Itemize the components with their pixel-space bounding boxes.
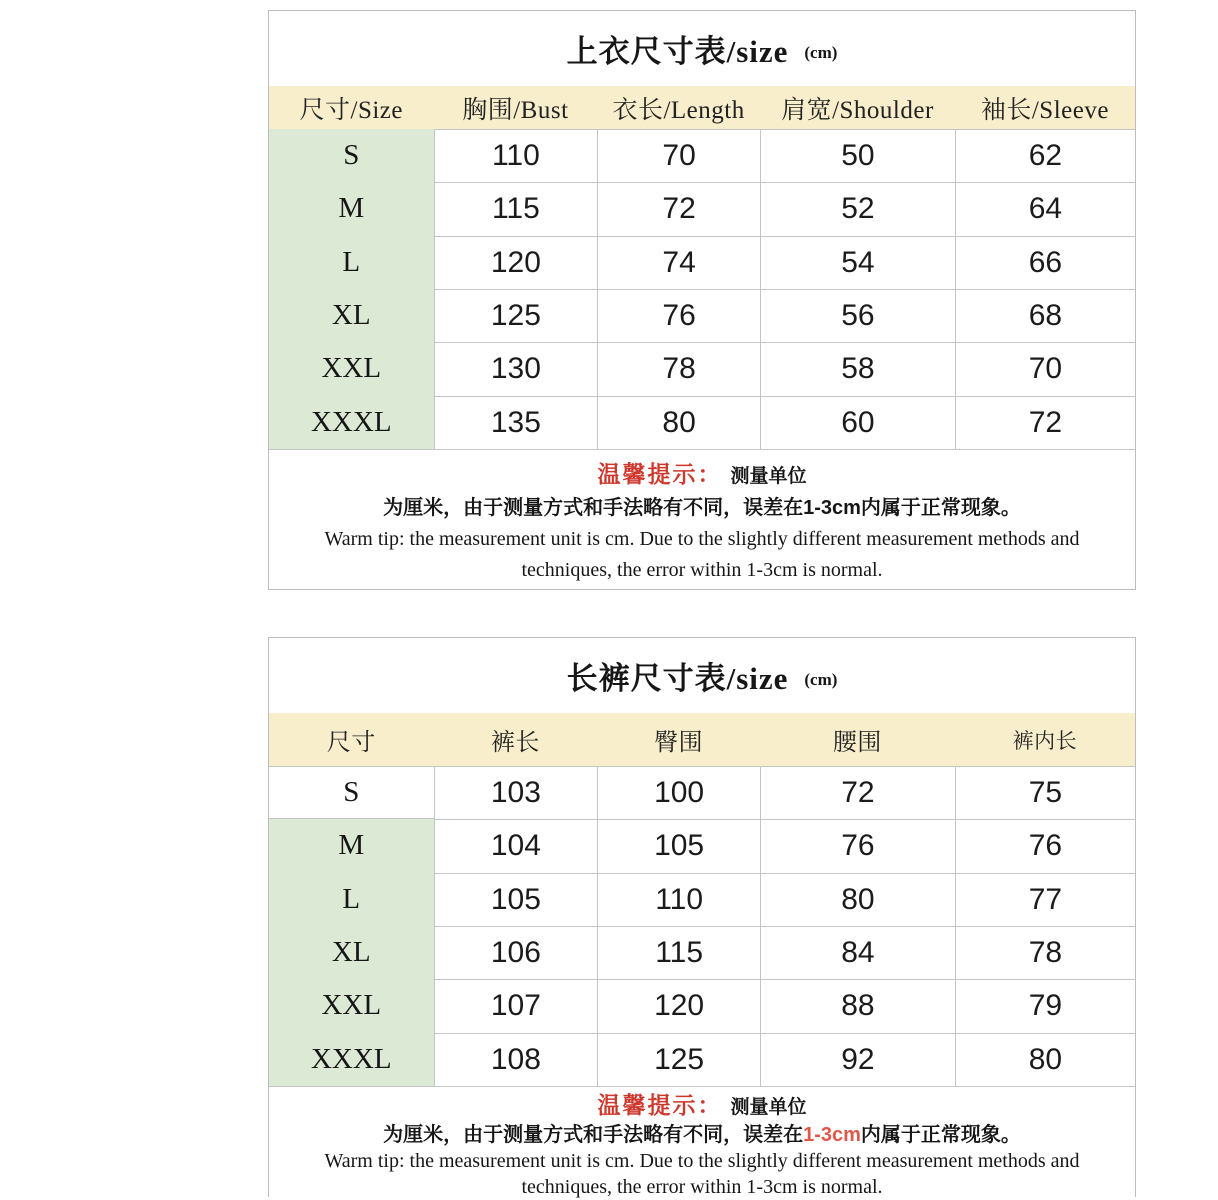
value-cell: 56 xyxy=(760,289,955,342)
value-cell: 88 xyxy=(760,979,955,1032)
value-cell: 80 xyxy=(955,1033,1135,1086)
size-cell: XXXL xyxy=(269,1033,434,1086)
warm-tip-zh-post: 内属于正常现象。 xyxy=(860,1123,1021,1146)
value-cell: 100 xyxy=(597,766,760,819)
size-cell: S xyxy=(269,129,434,182)
size-cell: M xyxy=(269,182,434,235)
value-cell: 107 xyxy=(434,979,598,1032)
value-cell: 70 xyxy=(597,129,760,182)
header-cell: 衣长/Length xyxy=(612,96,745,124)
value-cell: 64 xyxy=(955,182,1135,235)
value-cell: 103 xyxy=(434,766,598,819)
warm-tip-heading: 测量单位 xyxy=(730,1096,807,1118)
warm-tip-heading: 测量单位 xyxy=(730,465,807,487)
unit-label: (cm) xyxy=(804,43,838,62)
value-cell: 105 xyxy=(434,873,598,926)
value-cell: 125 xyxy=(434,289,598,342)
value-cell: 76 xyxy=(955,819,1135,872)
header-cell: 裤长 xyxy=(490,730,540,756)
value-cell: 84 xyxy=(760,926,955,979)
value-cell: 72 xyxy=(760,766,955,819)
value-cell: 75 xyxy=(955,766,1135,819)
header-cell: 裤内长 xyxy=(1012,728,1078,753)
value-cell: 50 xyxy=(760,129,955,182)
value-cell: 77 xyxy=(955,873,1135,926)
tops-size-table xyxy=(268,10,1136,590)
warm-tip xyxy=(269,449,1135,586)
table-title-row xyxy=(269,638,1135,713)
table-header-row xyxy=(269,713,1135,766)
warm-tip xyxy=(269,1086,1135,1200)
value-cell: 108 xyxy=(434,1033,598,1086)
value-cell: 76 xyxy=(760,819,955,872)
value-cell: 72 xyxy=(597,182,760,235)
value-cell: 66 xyxy=(955,236,1135,289)
value-cell: 60 xyxy=(760,396,955,449)
size-cell: S xyxy=(269,766,434,819)
warm-tip-line-en-1: Warm tip: the measurement unit is cm. Due to the slightly different measurement methods and xyxy=(324,1149,1080,1172)
table-body xyxy=(269,129,1135,449)
value-cell: 106 xyxy=(434,926,598,979)
warm-tip-line-en-1: Warm tip: the measurement unit is cm. Due to the slightly different measurement methods and xyxy=(324,527,1080,550)
table-body xyxy=(269,766,1135,1086)
warm-tip-line-en-2: techniques, the error within 1-3cm is normal. xyxy=(521,1175,883,1198)
value-cell: 80 xyxy=(760,873,955,926)
size-cell: XL xyxy=(269,926,434,979)
header-cell: 胸围/Bust xyxy=(462,96,569,124)
value-cell: 135 xyxy=(434,396,598,449)
header-cell: 臀围 xyxy=(654,730,704,756)
value-cell: 68 xyxy=(955,289,1135,342)
warm-tip-line-zh xyxy=(269,1122,1135,1148)
value-cell: 70 xyxy=(955,342,1135,395)
unit-label: (cm) xyxy=(804,670,838,689)
size-cell: XXL xyxy=(269,342,434,395)
table-title-row xyxy=(269,11,1135,86)
value-cell: 72 xyxy=(955,396,1135,449)
value-cell: 58 xyxy=(760,342,955,395)
warm-tip-line-zh: 为厘米，由于测量方式和手法略有不同，误差在1-3cm内属于正常现象。 xyxy=(383,496,1021,519)
value-cell: 130 xyxy=(434,342,598,395)
warm-tip-zh-highlight: 1-3cm xyxy=(803,1123,861,1146)
value-cell: 104 xyxy=(434,819,598,872)
table-title: 长裤尺寸表/size xyxy=(566,661,789,696)
value-cell: 54 xyxy=(760,236,955,289)
value-cell: 115 xyxy=(597,926,760,979)
warm-tip-heading-line xyxy=(269,459,1135,493)
value-cell: 92 xyxy=(760,1033,955,1086)
size-cell: XXL xyxy=(269,979,434,1032)
size-cell: L xyxy=(269,236,434,289)
value-cell: 110 xyxy=(434,129,598,182)
value-cell: 115 xyxy=(434,182,598,235)
warm-tip-heading-red: 温馨提示： xyxy=(597,460,723,487)
header-cell: 尺寸/Size xyxy=(299,96,404,124)
warm-tip-heading-red: 温馨提示： xyxy=(597,1091,723,1118)
value-cell: 120 xyxy=(434,236,598,289)
header-cell: 肩宽/Shoulder xyxy=(781,96,934,124)
value-cell: 52 xyxy=(760,182,955,235)
value-cell: 80 xyxy=(597,396,760,449)
header-cell: 袖长/Sleeve xyxy=(980,96,1109,124)
table-header-row xyxy=(269,86,1135,129)
warm-tip-zh-pre: 为厘米，由于测量方式和手法略有不同，误差在 xyxy=(383,1123,804,1146)
value-cell: 62 xyxy=(955,129,1135,182)
value-cell: 78 xyxy=(955,926,1135,979)
value-cell: 78 xyxy=(597,342,760,395)
value-cell: 120 xyxy=(597,979,760,1032)
table-title: 上衣尺寸表/size xyxy=(566,34,789,69)
warm-tip-heading-line xyxy=(269,1092,1135,1122)
value-cell: 74 xyxy=(597,236,760,289)
value-cell: 125 xyxy=(597,1033,760,1086)
value-cell: 76 xyxy=(597,289,760,342)
size-cell: M xyxy=(269,819,434,872)
value-cell: 105 xyxy=(597,819,760,872)
size-cell: XXXL xyxy=(269,396,434,449)
warm-tip-line-en-2: techniques, the error within 1-3cm is normal. xyxy=(521,558,883,581)
header-cell: 腰围 xyxy=(832,730,882,756)
size-cell: XL xyxy=(269,289,434,342)
value-cell: 110 xyxy=(597,873,760,926)
size-cell: L xyxy=(269,873,434,926)
value-cell: 79 xyxy=(955,979,1135,1032)
pants-size-table xyxy=(268,637,1136,1197)
header-cell: 尺寸 xyxy=(326,730,376,756)
